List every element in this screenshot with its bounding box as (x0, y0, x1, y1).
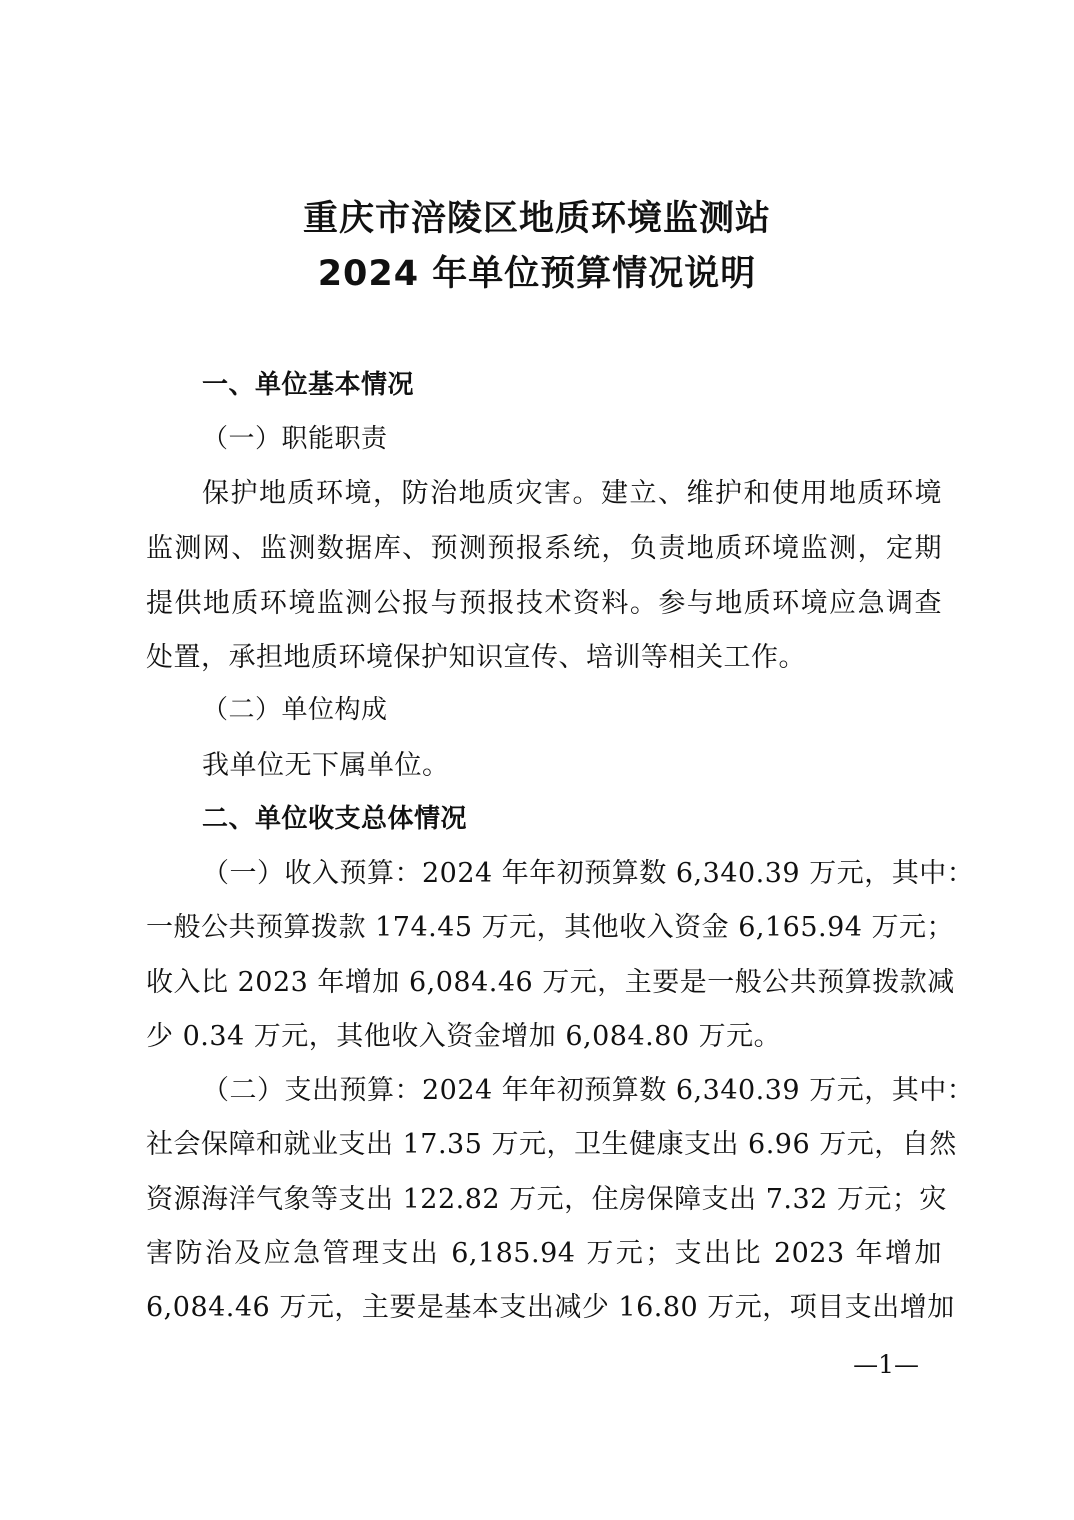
paragraph-line: 我单位无下属单位。 (202, 750, 450, 781)
paragraph-line: （二）支出预算：2024 年年初预算数 6,340.39 万元，其中： (202, 1075, 975, 1106)
paragraph-line: （一）收入预算：2024 年年初预算数 6,340.39 万元，其中： (202, 858, 975, 889)
subsection-heading-duties: （一）职能职责 (202, 424, 388, 454)
subsection-heading-composition: （二）单位构成 (202, 695, 388, 725)
paragraph-line: 一般公共预算拨款 174.45 万元，其他收入资金 6,165.94 万元； (146, 912, 955, 943)
paragraph-line: 保护地质环境，防治地质灾害。建立、维护和使用地质环境 (202, 478, 942, 509)
section-heading-budget-overview: 二、单位收支总体情况 (202, 804, 468, 834)
paragraph-line: 处置，承担地质环境保护知识宣传、培训等相关工作。 (146, 642, 806, 673)
document-title-line-1: 重庆市涪陵区地质环境监测站 (302, 199, 771, 239)
paragraph-line: 害防治及应急管理支出 6,185.94 万元；支出比 2023 年增加 (146, 1238, 942, 1269)
paragraph-line: 监测网、监测数据库、预测预报系统，负责地质环境监测，定期 (146, 533, 942, 564)
paragraph-line: 社会保障和就业支出 17.35 万元，卫生健康支出 6.96 万元，自然 (146, 1129, 957, 1160)
section-heading-basic-info: 一、单位基本情况 (202, 370, 415, 400)
paragraph-line: 资源海洋气象等支出 122.82 万元，住房保障支出 7.32 万元；灾 (146, 1184, 947, 1215)
document-title-line-2: 2024 年单位预算情况说明 (317, 254, 757, 294)
paragraph-line: 6,084.46 万元，主要是基本支出减少 16.80 万元，项目支出增加 (146, 1292, 955, 1323)
paragraph-line: 收入比 2023 年增加 6,084.46 万元，主要是一般公共预算拨款减 (146, 967, 955, 998)
paragraph-line: 少 0.34 万元，其他收入资金增加 6,084.80 万元。 (146, 1021, 782, 1052)
page-number: —1— (853, 1350, 919, 1379)
paragraph-line: 提供地质环境监测公报与预报技术资料。参与地质环境应急调查 (146, 588, 942, 619)
